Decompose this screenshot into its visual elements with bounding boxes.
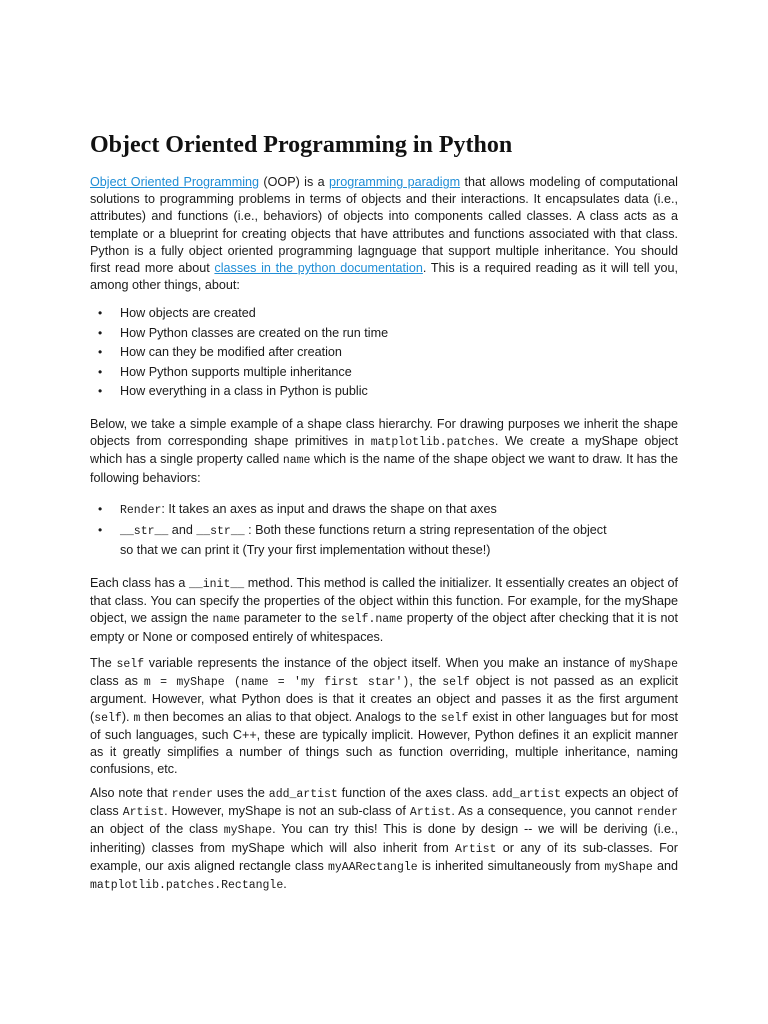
inline-code: Render [120,504,162,517]
intro-paragraph: Object Oriented Programming (OOP) is a programming paradigm that allows modeling of computational solutions to programming problems in terms of objects and their interactions. It encapsulates data (i.e., attributes) and functions (i.e., behaviors) of objects into components called classes. A class acts as a template or a blueprint for creating objects that have attributes and functions associated with that class. Python is a fully object oriented programming lagnguage that support multiple inheritance. You should first read more about classes in the python documentation. This is a required reading as it will tell you, among other things, about: [90,175,679,293]
inline-code: matplotlib.patches [370,436,495,450]
list-item: • How Python supports multiple inheritance [90,363,678,383]
render-paragraph: Also note that render uses the add_artist function of the axes class. add_artist expects an object of class Artist. However, myShape is not an sub-class of Artist. As a consequence, you cannot render an object of the class myShape. You can try this! This is done by design -- we will be deriving (i.e., inheriting) classes from myShape which will also inherit from Artist or any of its sub-classes. For example, our axis aligned rectangle class myAARectangle is inherited simultaneously from myShape and matplotlib.patches.Rectangle. [90,786,678,893]
behaviors-list [90,500,678,561]
inline-code: self.name [340,613,403,627]
inline-code: self [116,658,145,671]
inline-code: Artist [409,806,452,820]
inline-code: __init__ [188,578,245,591]
inline-code: self [440,711,469,725]
inline-code: myShape [223,824,273,838]
list-item-str: • __str__ and __str__ : Both these functions return a string representation of the object so that we can print it (Try your first implementation without these!) [90,521,678,561]
inline-code: render [171,788,214,801]
list-item: • How can they be modified after creation [90,343,678,363]
inline-code: m = myShape (name = 'my first star') [143,676,410,690]
inline-code: myShape [604,860,653,874]
inline-code: myShape [629,658,678,671]
programming-paradigm-link[interactable]: programming paradigm [329,175,461,189]
inline-code: self [442,676,470,690]
inline-code: self [94,711,122,725]
initializer-paragraph: Each class has a __init__ method. This method is called the initializer. It essentially creates an object of that class. You can specify the properties of the object within this function. For example, for the myShape object, we assign the name parameter to the self.name property of the object after checking that it is not empty or None or composed entirely of whitespaces. [90,576,679,644]
inline-code: name [282,454,311,468]
oop-link[interactable]: Object Oriented Programming [90,175,260,189]
inline-code: matplotlib.patches.Rectangle [90,879,284,893]
inline-code: m [133,711,141,725]
inline-code: __str__ [120,524,169,538]
list-item: • How everything in a class in Python is public [90,382,678,402]
python-docs-link[interactable]: classes in the python documentation [214,261,423,276]
list-item-continuation: so that we can print it (Try your first implementation without these!) [120,543,491,557]
list-item-render: • Render: It takes an axes as input and draws the shape on that axes [90,500,678,521]
inline-code: Artist [455,842,497,856]
inline-code: render [636,806,678,820]
inline-code: __str__ [196,524,245,538]
page-title: Object Oriented Programming in Python [90,132,513,158]
self-paragraph: The self variable represents the instance of the object itself. When you make an instance of myShape class as m = myShape (name = 'my first star'), the self object is not passed as an explicit argument. However, what Python does is that it creates an object and passes it as the first argument (self). m then becomes an alias to that object. Analogs to the self exist in other languages but for most of such languages, such C++, these are typically implicit. However, Python defines it an explicit manner as it greatly simplifies a number of things such as function overriding, multiple inheritance, naming confusions, etc. [90,656,678,777]
shape-hierarchy-paragraph: Below, we take a simple example of a shape class hierarchy. For drawing purposes we inherit the shape objects from corresponding shape primitives in matplotlib.patches. We create a myShape object which has a single property called name which is the name of the shape object we want to draw. It has the following behaviors: [90,417,678,485]
inline-code: add_artist [268,788,338,801]
inline-code: myAARectangle [327,860,418,874]
inline-code: Artist [122,806,165,820]
topics-list [90,304,678,402]
inline-code: name [212,613,241,627]
list-item: • How objects are created [90,304,678,324]
list-item: • How Python classes are created on the run time [90,324,678,344]
inline-code: add_artist [491,788,561,801]
